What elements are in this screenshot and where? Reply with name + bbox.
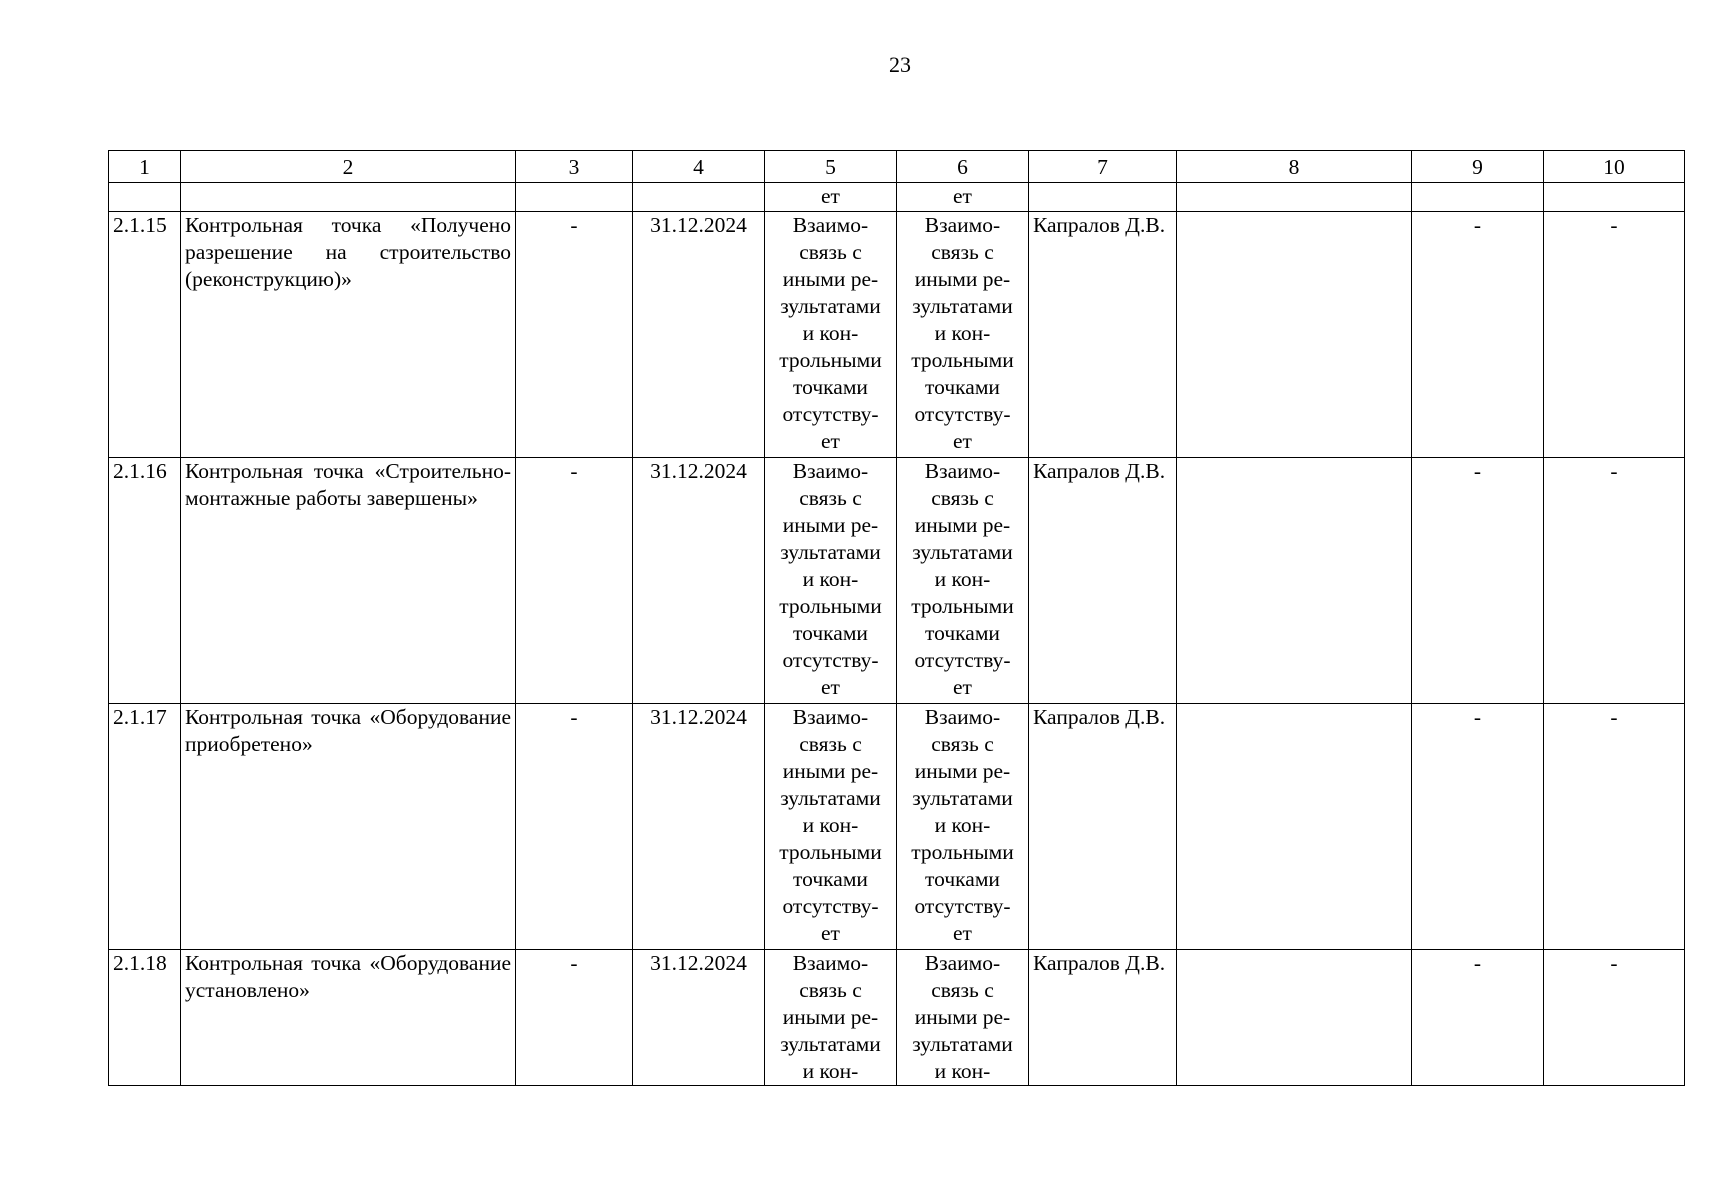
relation-line: и кон- bbox=[934, 1059, 991, 1083]
responsible-person: Капралов Д.В. bbox=[1029, 950, 1177, 1086]
relation-line: и кон- bbox=[802, 321, 859, 345]
table-cell bbox=[1029, 183, 1177, 212]
relation-line: Взаимо- bbox=[792, 951, 869, 975]
col10-value: - bbox=[1544, 458, 1685, 704]
column-number-header: 10 bbox=[1544, 151, 1685, 183]
row-number: 2.1.17 bbox=[109, 704, 181, 950]
relation-line: отсутству- bbox=[914, 402, 1011, 426]
relation-line: точками bbox=[793, 621, 868, 645]
milestone-name: Контрольная точка «Получено разрешение на строительство (реконструкцию)» bbox=[181, 212, 516, 458]
table-cell bbox=[181, 183, 516, 212]
relation-line: трольными bbox=[911, 348, 1014, 372]
relation-line: связь с bbox=[931, 978, 994, 1002]
relation-line: Взаимо- bbox=[924, 213, 1001, 237]
row-number: 2.1.18 bbox=[109, 950, 181, 1086]
col3-value: - bbox=[516, 212, 633, 458]
responsible-person: Капралов Д.В. bbox=[1029, 458, 1177, 704]
table-cell bbox=[633, 183, 765, 212]
relation-line: Взаимо- bbox=[924, 459, 1001, 483]
table-row bbox=[109, 950, 1685, 1086]
responsible-person: Капралов Д.В. bbox=[1029, 704, 1177, 950]
milestone-name: Контрольная точка «Оборудование приобретено» bbox=[181, 704, 516, 950]
relation-line: трольными bbox=[779, 594, 882, 618]
relation-line: связь с bbox=[931, 486, 994, 510]
relation-line: связь с bbox=[799, 978, 862, 1002]
relation-line: зультатами bbox=[912, 540, 1013, 564]
relation-line: и кон- bbox=[802, 1059, 859, 1083]
relation-line: зультатами bbox=[780, 1032, 881, 1056]
relation-line: зультатами bbox=[912, 294, 1013, 318]
milestone-name: Контрольная точка «Оборудование установлено» bbox=[181, 950, 516, 1086]
relation-col6 bbox=[897, 212, 1029, 458]
relation-line: точками bbox=[925, 375, 1000, 399]
column-number-header: 6 bbox=[897, 151, 1029, 183]
relation-col5 bbox=[765, 704, 897, 950]
col3-value: - bbox=[516, 458, 633, 704]
col8-value bbox=[1177, 950, 1412, 1086]
relation-line: зультатами bbox=[780, 294, 881, 318]
relation-line: иными ре- bbox=[782, 513, 879, 537]
table-cell bbox=[1177, 183, 1412, 212]
col8-value bbox=[1177, 212, 1412, 458]
relation-line: трольными bbox=[779, 840, 882, 864]
relation-line: трольными bbox=[911, 840, 1014, 864]
relation-line: и кон- bbox=[934, 567, 991, 591]
relation-line: зультатами bbox=[780, 540, 881, 564]
relation-line: точками bbox=[793, 867, 868, 891]
due-date: 31.12.2024 bbox=[633, 704, 765, 950]
relation-line: и кон- bbox=[802, 567, 859, 591]
relation-line: связь с bbox=[931, 240, 994, 264]
column-number-header: 4 bbox=[633, 151, 765, 183]
relation-line: и кон- bbox=[934, 813, 991, 837]
relation-col6 bbox=[897, 458, 1029, 704]
column-number-header: 3 bbox=[516, 151, 633, 183]
relation-line: отсутству- bbox=[914, 894, 1011, 918]
table-body bbox=[109, 212, 1685, 1086]
column-number-header: 8 bbox=[1177, 151, 1412, 183]
relation-line: точками bbox=[925, 867, 1000, 891]
milestone-name: Контрольная точка «Строительно-монтажные работы завершены» bbox=[181, 458, 516, 704]
due-date: 31.12.2024 bbox=[633, 212, 765, 458]
relation-line: трольными bbox=[911, 594, 1014, 618]
relation-line: иными ре- bbox=[914, 267, 1011, 291]
col10-value: - bbox=[1544, 212, 1685, 458]
column-number-header: 7 bbox=[1029, 151, 1177, 183]
relation-col6 bbox=[897, 950, 1029, 1086]
table-cell bbox=[1544, 183, 1685, 212]
col8-value bbox=[1177, 458, 1412, 704]
responsible-person: Капралов Д.В. bbox=[1029, 212, 1177, 458]
relation-line: Взаимо- bbox=[924, 951, 1001, 975]
relation-line: ет bbox=[821, 429, 840, 453]
relation-line: Взаимо- bbox=[792, 705, 869, 729]
row-number: 2.1.15 bbox=[109, 212, 181, 458]
continuation-text-col5: ет bbox=[765, 183, 897, 212]
col9-value: - bbox=[1412, 458, 1544, 704]
table-row bbox=[109, 704, 1685, 950]
table-cell bbox=[1412, 183, 1544, 212]
column-number-header: 9 bbox=[1412, 151, 1544, 183]
table-cell bbox=[516, 183, 633, 212]
column-number-header: 1 bbox=[109, 151, 181, 183]
relation-line: отсутству- bbox=[782, 894, 879, 918]
col3-value: - bbox=[516, 704, 633, 950]
relation-line: Взаимо- bbox=[924, 705, 1001, 729]
due-date: 31.12.2024 bbox=[633, 950, 765, 1086]
table-row bbox=[109, 458, 1685, 704]
continuation-text-col6: ет bbox=[897, 183, 1029, 212]
col8-value bbox=[1177, 704, 1412, 950]
col9-value: - bbox=[1412, 950, 1544, 1086]
relation-line: ет bbox=[953, 429, 972, 453]
relation-line: и кон- bbox=[934, 321, 991, 345]
column-number-header: 5 bbox=[765, 151, 897, 183]
relation-line: связь с bbox=[799, 732, 862, 756]
continuation-row bbox=[109, 183, 1685, 212]
plan-table bbox=[108, 150, 1685, 1086]
page-number: 23 bbox=[889, 52, 911, 77]
relation-line: и кон- bbox=[802, 813, 859, 837]
relation-line: иными ре- bbox=[782, 267, 879, 291]
table-cell bbox=[109, 183, 181, 212]
relation-line: отсутству- bbox=[782, 648, 879, 672]
relation-col5 bbox=[765, 458, 897, 704]
relation-col6 bbox=[897, 704, 1029, 950]
relation-line: ет bbox=[953, 675, 972, 699]
relation-line: ет bbox=[821, 921, 840, 945]
relation-line: связь с bbox=[931, 732, 994, 756]
col10-value: - bbox=[1544, 704, 1685, 950]
column-number-header-row bbox=[109, 151, 1685, 183]
relation-line: Взаимо- bbox=[792, 213, 869, 237]
relation-line: иными ре- bbox=[914, 1005, 1011, 1029]
relation-line: иными ре- bbox=[782, 759, 879, 783]
relation-line: иными ре- bbox=[782, 1005, 879, 1029]
relation-line: ет bbox=[953, 921, 972, 945]
col9-value: - bbox=[1412, 704, 1544, 950]
relation-line: иными ре- bbox=[914, 759, 1011, 783]
relation-line: иными ре- bbox=[914, 513, 1011, 537]
relation-line: точками bbox=[925, 621, 1000, 645]
relation-line: отсутству- bbox=[914, 648, 1011, 672]
relation-col5 bbox=[765, 950, 897, 1086]
relation-line: трольными bbox=[779, 348, 882, 372]
relation-line: зультатами bbox=[780, 786, 881, 810]
table-row bbox=[109, 212, 1685, 458]
column-number-header: 2 bbox=[181, 151, 516, 183]
relation-line: связь с bbox=[799, 240, 862, 264]
relation-line: точками bbox=[793, 375, 868, 399]
relation-line: ет bbox=[821, 675, 840, 699]
col9-value: - bbox=[1412, 212, 1544, 458]
col10-value: - bbox=[1544, 950, 1685, 1086]
relation-line: зультатами bbox=[912, 786, 1013, 810]
relation-line: Взаимо- bbox=[792, 459, 869, 483]
relation-col5 bbox=[765, 212, 897, 458]
relation-line: отсутству- bbox=[782, 402, 879, 426]
relation-line: зультатами bbox=[912, 1032, 1013, 1056]
relation-line: связь с bbox=[799, 486, 862, 510]
col3-value: - bbox=[516, 950, 633, 1086]
due-date: 31.12.2024 bbox=[633, 458, 765, 704]
row-number: 2.1.16 bbox=[109, 458, 181, 704]
